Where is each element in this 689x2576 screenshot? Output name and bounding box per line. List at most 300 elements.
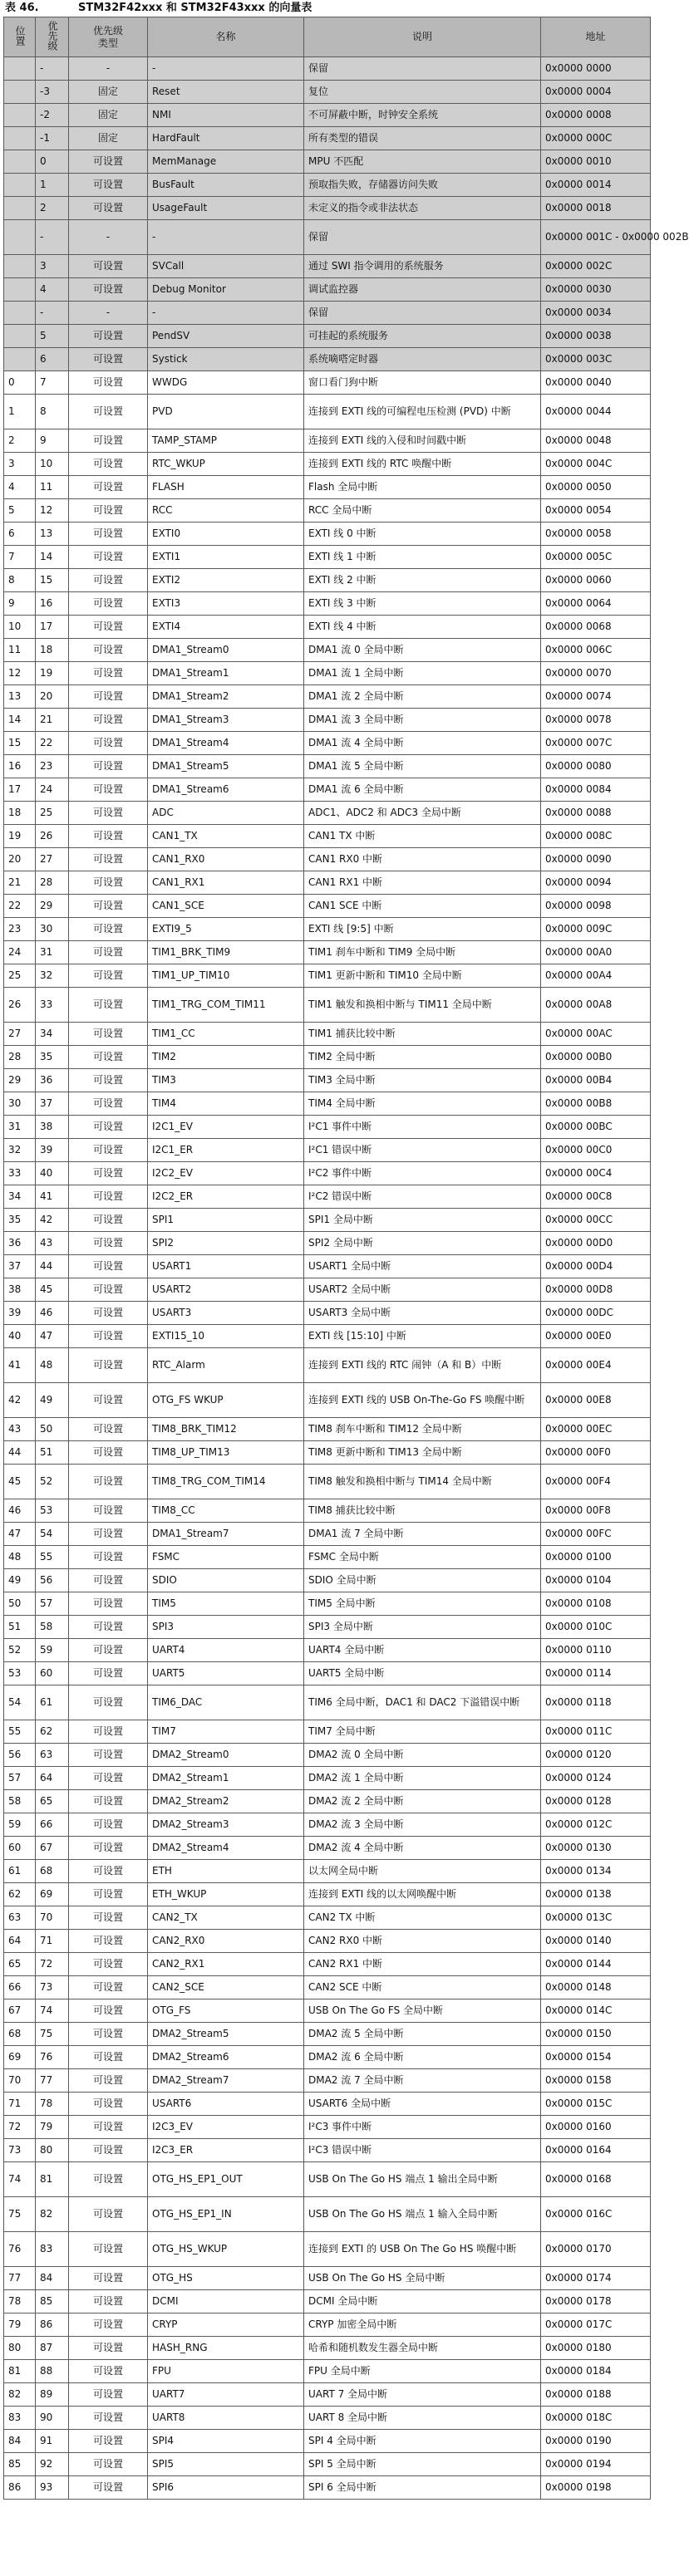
cell-priority: 69 xyxy=(36,1883,69,1906)
table-row xyxy=(4,1592,651,1616)
cell-description: TIM1 捕获比较中断 xyxy=(304,1023,541,1046)
cell-priority: -1 xyxy=(36,127,69,150)
cell-position: 19 xyxy=(4,825,36,848)
cell-priority-type: 可设置 xyxy=(69,1255,148,1278)
table-row xyxy=(4,871,651,895)
cell-position: 46 xyxy=(4,1499,36,1523)
cell-priority: 59 xyxy=(36,1639,69,1662)
cell-position xyxy=(4,278,36,302)
cell-description: TIM5 全局中断 xyxy=(304,1592,541,1616)
cell-name: NMI xyxy=(148,104,304,127)
cell-priority-type: 可设置 xyxy=(69,1023,148,1046)
cell-position xyxy=(4,255,36,278)
table-row xyxy=(4,1302,651,1325)
cell-position: 51 xyxy=(4,1616,36,1639)
table-row xyxy=(4,2313,651,2337)
cell-priority: 43 xyxy=(36,1232,69,1255)
cell-address: 0x0000 00F8 xyxy=(541,1499,651,1523)
cell-address: 0x0000 0054 xyxy=(541,499,651,523)
cell-name: SPI1 xyxy=(148,1209,304,1232)
cell-position xyxy=(4,348,36,371)
cell-description: SPI 5 全局中断 xyxy=(304,2453,541,2476)
header-priority: 优先级 xyxy=(36,17,69,57)
table-row xyxy=(4,302,651,325)
cell-priority-type: 可设置 xyxy=(69,523,148,546)
cell-position: 75 xyxy=(4,2197,36,2232)
cell-priority: 19 xyxy=(36,662,69,685)
cell-description: DMA2 流 6 全局中断 xyxy=(304,2046,541,2069)
cell-name: EXTI1 xyxy=(148,546,304,569)
table-row xyxy=(4,1383,651,1418)
cell-description: USART6 全局中断 xyxy=(304,2093,541,2116)
cell-description: TIM8 触发和换相中断与 TIM14 全局中断 xyxy=(304,1465,541,1499)
cell-description: UART5 全局中断 xyxy=(304,1662,541,1685)
cell-address: 0x0000 0140 xyxy=(541,1930,651,1953)
table-row xyxy=(4,174,651,197)
table-row xyxy=(4,1813,651,1837)
cell-position: 30 xyxy=(4,1092,36,1116)
cell-position: 29 xyxy=(4,1069,36,1092)
table-row xyxy=(4,755,651,778)
cell-name: DMA1_Stream3 xyxy=(148,709,304,732)
cell-description: 窗口看门狗中断 xyxy=(304,371,541,395)
cell-position: 41 xyxy=(4,1348,36,1383)
table-row xyxy=(4,1569,651,1592)
cell-address: 0x0000 0004 xyxy=(541,81,651,104)
cell-name: EXTI15_10 xyxy=(148,1325,304,1348)
cell-priority-type: 可设置 xyxy=(69,802,148,825)
cell-name: PVD xyxy=(148,395,304,429)
cell-priority: 73 xyxy=(36,1976,69,1999)
cell-priority: 10 xyxy=(36,453,69,476)
cell-name: CAN2_RX0 xyxy=(148,1930,304,1953)
cell-priority-type: 可设置 xyxy=(69,2476,148,2500)
cell-name: TAMP_STAMP xyxy=(148,429,304,453)
cell-priority-type: 可设置 xyxy=(69,639,148,662)
cell-description: TIM7 全局中断 xyxy=(304,1720,541,1744)
cell-description: 未定义的指令或非法状态 xyxy=(304,197,541,220)
cell-description: EXTI 线 4 中断 xyxy=(304,616,541,639)
cell-description: SPI2 全局中断 xyxy=(304,1232,541,1255)
cell-name: DMA1_Stream4 xyxy=(148,732,304,755)
cell-priority: 48 xyxy=(36,1348,69,1383)
table-row xyxy=(4,476,651,499)
cell-priority-type: 可设置 xyxy=(69,1383,148,1418)
header-description: 说明 xyxy=(304,17,541,57)
cell-address: 0x0000 0060 xyxy=(541,569,651,592)
table-row xyxy=(4,1883,651,1906)
cell-priority-type: 可设置 xyxy=(69,848,148,871)
cell-description: SPI3 全局中断 xyxy=(304,1616,541,1639)
cell-position: 34 xyxy=(4,1185,36,1209)
cell-position: 42 xyxy=(4,1383,36,1418)
cell-name: ETH_WKUP xyxy=(148,1883,304,1906)
cell-description: DMA1 流 3 全局中断 xyxy=(304,709,541,732)
cell-description: TIM8 更新中断和 TIM13 全局中断 xyxy=(304,1441,541,1465)
cell-description: UART4 全局中断 xyxy=(304,1639,541,1662)
cell-priority-type: 可设置 xyxy=(69,1139,148,1162)
cell-priority: 92 xyxy=(36,2453,69,2476)
cell-name: TIM3 xyxy=(148,1069,304,1092)
cell-address: 0x0000 0070 xyxy=(541,662,651,685)
cell-priority: -2 xyxy=(36,104,69,127)
cell-name: CRYP xyxy=(148,2313,304,2337)
cell-priority-type: 可设置 xyxy=(69,825,148,848)
cell-address: 0x0000 0154 xyxy=(541,2046,651,2069)
table-row xyxy=(4,1999,651,2023)
cell-priority-type: 可设置 xyxy=(69,429,148,453)
cell-priority-type: 可设置 xyxy=(69,1639,148,1662)
cell-position: 54 xyxy=(4,1685,36,1720)
cell-position: 23 xyxy=(4,918,36,941)
table-body xyxy=(4,57,689,2500)
cell-position: 85 xyxy=(4,2453,36,2476)
cell-description: EXTI 线 1 中断 xyxy=(304,546,541,569)
cell-position: 68 xyxy=(4,2023,36,2046)
table-row xyxy=(4,255,651,278)
cell-description: CAN1 RX1 中断 xyxy=(304,871,541,895)
cell-position: 67 xyxy=(4,1999,36,2023)
cell-priority-type: 可设置 xyxy=(69,2197,148,2232)
cell-position: 74 xyxy=(4,2162,36,2197)
cell-description: DMA1 流 5 全局中断 xyxy=(304,755,541,778)
cell-name: TIM1_BRK_TIM9 xyxy=(148,941,304,964)
cell-address: 0x0000 0090 xyxy=(541,848,651,871)
cell-address: 0x0000 0048 xyxy=(541,429,651,453)
cell-priority-type: 可设置 xyxy=(69,2046,148,2069)
cell-description: FPU 全局中断 xyxy=(304,2360,541,2383)
cell-address: 0x0000 00C8 xyxy=(541,1185,651,1209)
cell-name: SPI6 xyxy=(148,2476,304,2500)
cell-position xyxy=(4,127,36,150)
cell-address: 0x0000 0198 xyxy=(541,2476,651,2500)
cell-description: 连接到 EXTI 的 USB On The Go HS 唤醒中断 xyxy=(304,2232,541,2267)
cell-address: 0x0000 0124 xyxy=(541,1767,651,1790)
cell-position: 3 xyxy=(4,453,36,476)
cell-priority: 70 xyxy=(36,1906,69,1930)
cell-description: 可挂起的系统服务 xyxy=(304,325,541,348)
cell-name: EXTI9_5 xyxy=(148,918,304,941)
cell-position xyxy=(4,302,36,325)
table-row xyxy=(4,499,651,523)
cell-position: 2 xyxy=(4,429,36,453)
cell-name: OTG_FS WKUP xyxy=(148,1383,304,1418)
cell-position: 8 xyxy=(4,569,36,592)
cell-address: 0x0000 0174 xyxy=(541,2267,651,2290)
cell-priority-type: 可设置 xyxy=(69,616,148,639)
cell-description: DMA2 流 4 全局中断 xyxy=(304,1837,541,1860)
cell-address: 0x0000 00A0 xyxy=(541,941,651,964)
cell-priority: 60 xyxy=(36,1662,69,1685)
cell-description: EXTI 线 [15:10] 中断 xyxy=(304,1325,541,1348)
cell-priority-type: 可设置 xyxy=(69,2093,148,2116)
cell-name: DMA1_Stream6 xyxy=(148,778,304,802)
cell-priority-type: 固定 xyxy=(69,104,148,127)
cell-priority: 39 xyxy=(36,1139,69,1162)
cell-address: 0x0000 0118 xyxy=(541,1685,651,1720)
cell-position: 47 xyxy=(4,1523,36,1546)
cell-address: 0x0000 00D8 xyxy=(541,1278,651,1302)
cell-description: TIM6 全局中断，DAC1 和 DAC2 下溢错误中断 xyxy=(304,1685,541,1720)
cell-address: 0x0000 0130 xyxy=(541,1837,651,1860)
cell-address: 0x0000 013C xyxy=(541,1906,651,1930)
cell-priority-type: 可设置 xyxy=(69,1441,148,1465)
cell-priority-type: 可设置 xyxy=(69,1685,148,1720)
cell-name: TIM6_DAC xyxy=(148,1685,304,1720)
cell-position: 28 xyxy=(4,1046,36,1069)
table-row xyxy=(4,1639,651,1662)
cell-position: 6 xyxy=(4,523,36,546)
cell-address: 0x0000 0064 xyxy=(541,592,651,616)
cell-priority: 29 xyxy=(36,895,69,918)
cell-priority: 26 xyxy=(36,825,69,848)
cell-position: 1 xyxy=(4,395,36,429)
cell-name: I2C1_EV xyxy=(148,1116,304,1139)
table-row xyxy=(4,2407,651,2430)
cell-priority-type: 可设置 xyxy=(69,1616,148,1639)
cell-priority: 1 xyxy=(36,174,69,197)
table-row xyxy=(4,2116,651,2139)
cell-address: 0x0000 0008 xyxy=(541,104,651,127)
cell-name: Reset xyxy=(148,81,304,104)
cell-priority: 8 xyxy=(36,395,69,429)
table-row xyxy=(4,918,651,941)
cell-description: CAN2 SCE 中断 xyxy=(304,1976,541,1999)
cell-name: WWDG xyxy=(148,371,304,395)
cell-priority-type: 可设置 xyxy=(69,2232,148,2267)
cell-name: TIM8_TRG_COM_TIM14 xyxy=(148,1465,304,1499)
cell-position xyxy=(4,150,36,174)
cell-priority-type: 可设置 xyxy=(69,2267,148,2290)
cell-priority-type: 可设置 xyxy=(69,1046,148,1069)
cell-position: 5 xyxy=(4,499,36,523)
cell-name: CAN1_RX1 xyxy=(148,871,304,895)
cell-priority: 71 xyxy=(36,1930,69,1953)
cell-name: I2C1_ER xyxy=(148,1139,304,1162)
cell-name: USART6 xyxy=(148,2093,304,2116)
cell-name: PendSV xyxy=(148,325,304,348)
cell-address: 0x0000 00B8 xyxy=(541,1092,651,1116)
cell-address: 0x0000 0014 xyxy=(541,174,651,197)
cell-description: DMA2 流 3 全局中断 xyxy=(304,1813,541,1837)
cell-description: 以太网全局中断 xyxy=(304,1860,541,1883)
cell-description: Flash 全局中断 xyxy=(304,476,541,499)
cell-address: 0x0000 0194 xyxy=(541,2453,651,2476)
table-row xyxy=(4,429,651,453)
cell-priority-type: 可设置 xyxy=(69,1662,148,1685)
cell-name: USART3 xyxy=(148,1302,304,1325)
cell-priority-type: 可设置 xyxy=(69,1209,148,1232)
table-row xyxy=(4,1348,651,1383)
cell-priority-type: - xyxy=(69,220,148,255)
table-row xyxy=(4,1790,651,1813)
cell-address: 0x0000 0080 xyxy=(541,755,651,778)
cell-priority: 34 xyxy=(36,1023,69,1046)
table-row xyxy=(4,616,651,639)
table-header-row xyxy=(4,17,651,57)
cell-address: 0x0000 0168 xyxy=(541,2162,651,2197)
cell-priority-type: 可设置 xyxy=(69,546,148,569)
cell-priority: 78 xyxy=(36,2093,69,2116)
table-row xyxy=(4,197,651,220)
cell-address: 0x0000 00E8 xyxy=(541,1383,651,1418)
cell-description: SPI1 全局中断 xyxy=(304,1209,541,1232)
table-row xyxy=(4,1232,651,1255)
cell-name: MemManage xyxy=(148,150,304,174)
cell-description: TIM3 全局中断 xyxy=(304,1069,541,1092)
cell-address: 0x0000 0044 xyxy=(541,395,651,429)
cell-name: ETH xyxy=(148,1860,304,1883)
cell-address: 0x0000 0160 xyxy=(541,2116,651,2139)
cell-description: USB On The Go HS 端点 1 输入全局中断 xyxy=(304,2197,541,2232)
cell-position: 53 xyxy=(4,1662,36,1685)
table-row xyxy=(4,662,651,685)
cell-priority: 84 xyxy=(36,2267,69,2290)
cell-address: 0x0000 00D0 xyxy=(541,1232,651,1255)
cell-address: 0x0000 00AC xyxy=(541,1023,651,1046)
cell-priority-type: 可设置 xyxy=(69,662,148,685)
cell-priority: 56 xyxy=(36,1569,69,1592)
table-row xyxy=(4,941,651,964)
cell-priority-type: 可设置 xyxy=(69,1523,148,1546)
cell-description: DMA2 流 7 全局中断 xyxy=(304,2069,541,2093)
cell-priority-type: 可设置 xyxy=(69,2069,148,2093)
table-row xyxy=(4,57,651,81)
cell-priority: 62 xyxy=(36,1720,69,1744)
cell-position: 61 xyxy=(4,1860,36,1883)
cell-position: 70 xyxy=(4,2069,36,2093)
cell-name: HardFault xyxy=(148,127,304,150)
cell-position: 18 xyxy=(4,802,36,825)
cell-priority: 91 xyxy=(36,2430,69,2453)
cell-position: 56 xyxy=(4,1744,36,1767)
cell-name: OTG_HS_WKUP xyxy=(148,2232,304,2267)
cell-position: 7 xyxy=(4,546,36,569)
cell-name: Debug Monitor xyxy=(148,278,304,302)
table-row xyxy=(4,453,651,476)
header-address: 地址 xyxy=(541,17,651,57)
table-row xyxy=(4,2476,651,2500)
cell-priority-type: 可设置 xyxy=(69,592,148,616)
cell-description: I²C2 事件中断 xyxy=(304,1162,541,1185)
table-row xyxy=(4,592,651,616)
cell-description: CAN1 SCE 中断 xyxy=(304,895,541,918)
header-priority-type: 优先级 类型 xyxy=(69,17,148,57)
table-row xyxy=(4,1930,651,1953)
cell-priority-type: 可设置 xyxy=(69,1953,148,1976)
cell-name: DMA1_Stream5 xyxy=(148,755,304,778)
cell-priority-type: 可设置 xyxy=(69,2453,148,2476)
cell-address: 0x0000 0074 xyxy=(541,685,651,709)
table-title: STM32F42xxx 和 STM32F43xxx 的向量表 xyxy=(78,2,313,14)
cell-priority: 72 xyxy=(36,1953,69,1976)
cell-name: OTG_HS xyxy=(148,2267,304,2290)
cell-position: 69 xyxy=(4,2046,36,2069)
cell-address: 0x0000 0034 xyxy=(541,302,651,325)
cell-priority: 16 xyxy=(36,592,69,616)
cell-description: CAN2 TX 中断 xyxy=(304,1906,541,1930)
cell-description: EXTI 线 2 中断 xyxy=(304,569,541,592)
cell-name: UART5 xyxy=(148,1662,304,1685)
cell-description: 预取指失败，存储器访问失败 xyxy=(304,174,541,197)
table-row xyxy=(4,1441,651,1465)
cell-priority: 46 xyxy=(36,1302,69,1325)
cell-priority-type: 可设置 xyxy=(69,2139,148,2162)
cell-description: 连接到 EXTI 线的 USB On-The-Go FS 唤醒中断 xyxy=(304,1383,541,1418)
table-row xyxy=(4,709,651,732)
cell-priority-type: 可设置 xyxy=(69,1069,148,1092)
table-row xyxy=(4,2337,651,2360)
cell-priority: 3 xyxy=(36,255,69,278)
cell-priority: 35 xyxy=(36,1046,69,1069)
table-row xyxy=(4,1523,651,1546)
cell-name: BusFault xyxy=(148,174,304,197)
table-row xyxy=(4,546,651,569)
cell-position: 4 xyxy=(4,476,36,499)
cell-position: 77 xyxy=(4,2267,36,2290)
cell-name: - xyxy=(148,57,304,81)
cell-position: 39 xyxy=(4,1302,36,1325)
cell-priority: 27 xyxy=(36,848,69,871)
cell-address: 0x0000 016C xyxy=(541,2197,651,2232)
cell-priority-type: 可设置 xyxy=(69,1930,148,1953)
cell-priority: 80 xyxy=(36,2139,69,2162)
cell-priority: 17 xyxy=(36,616,69,639)
cell-priority: - xyxy=(36,57,69,81)
table-row xyxy=(4,2290,651,2313)
table-row xyxy=(4,150,651,174)
cell-description: TIM4 全局中断 xyxy=(304,1092,541,1116)
cell-priority-type: 可设置 xyxy=(69,1744,148,1767)
cell-address: 0x0000 0018 xyxy=(541,197,651,220)
cell-priority: 51 xyxy=(36,1441,69,1465)
cell-priority: 7 xyxy=(36,371,69,395)
table-row xyxy=(4,964,651,988)
cell-position: 73 xyxy=(4,2139,36,2162)
cell-name: SDIO xyxy=(148,1569,304,1592)
cell-priority: 76 xyxy=(36,2046,69,2069)
cell-position: 79 xyxy=(4,2313,36,2337)
cell-name: UART7 xyxy=(148,2383,304,2407)
cell-address: 0x0000 00D4 xyxy=(541,1255,651,1278)
cell-name: TIM5 xyxy=(148,1592,304,1616)
cell-position: 40 xyxy=(4,1325,36,1348)
cell-description: UART 7 全局中断 xyxy=(304,2383,541,2407)
cell-address: 0x0000 012C xyxy=(541,1813,651,1837)
cell-position: 24 xyxy=(4,941,36,964)
cell-name: FPU xyxy=(148,2360,304,2383)
cell-description: EXTI 线 [9:5] 中断 xyxy=(304,918,541,941)
table-row xyxy=(4,2023,651,2046)
table-row xyxy=(4,2430,651,2453)
cell-priority-type: 可设置 xyxy=(69,918,148,941)
cell-address: 0x0000 00E4 xyxy=(541,1348,651,1383)
cell-description: I²C1 事件中断 xyxy=(304,1116,541,1139)
table-row xyxy=(4,104,651,127)
table-row xyxy=(4,1162,651,1185)
cell-address: 0x0000 0010 xyxy=(541,150,651,174)
cell-position: 10 xyxy=(4,616,36,639)
cell-name: TIM4 xyxy=(148,1092,304,1116)
cell-name: UsageFault xyxy=(148,197,304,220)
cell-priority: 37 xyxy=(36,1092,69,1116)
cell-description: 连接到 EXTI 线的 RTC 唤醒中断 xyxy=(304,453,541,476)
cell-name: TIM8_UP_TIM13 xyxy=(148,1441,304,1465)
cell-description: SPI 6 全局中断 xyxy=(304,2476,541,2500)
cell-address: 0x0000 017C xyxy=(541,2313,651,2337)
cell-priority: 67 xyxy=(36,1837,69,1860)
cell-description: 保留 xyxy=(304,57,541,81)
